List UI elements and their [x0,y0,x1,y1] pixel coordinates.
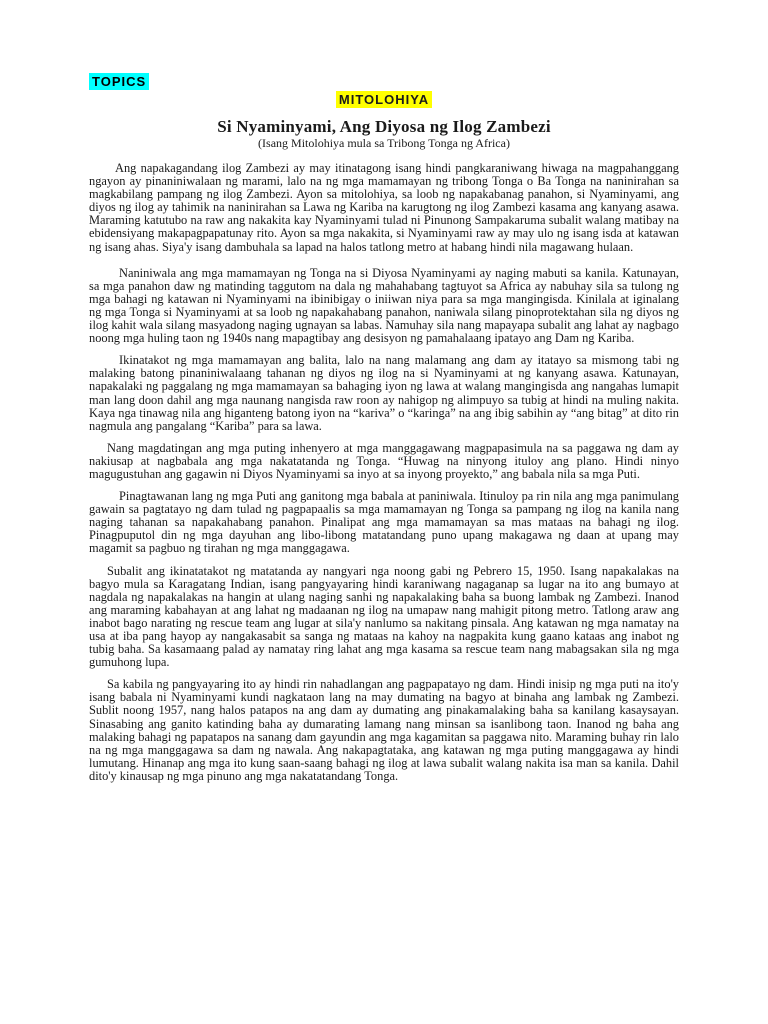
paragraph-1: Ang napakagandang ilog Zambezi ay may itinatagong isang hindi pangkaraniwang hiwaga na magpahanggang ngayon ay pinaniniwalaan ng marami, lalo na ng mga mamamayan ng tribong Tonga o Ba Tonga na naninirahan sa magkabilang pampang ng ilog Zambezi. Ayon sa mitolohiya, sa loob ng napakabanag panahon, si Nyaminyami, ang diyos ng ilog ay tahimik na naninirahan sa Lawa ng Kariba na karugtong ng ilog Zambezi kasama ang kanyang asawa. Maraming katutubo na raw ang nakakita kay Nyaminyami tulad ni Pinunong Sampakaruma subalit walang matibay na ebidensiyang makapagpapatunay rito. Ayon sa mga nakakita, si Nyaminyami raw ay may ulo ng isang isda at katawan ng isang ahas. Siya'y isang dambuhala sa lapad na halos tatlong metro at habang hindi nila magawang hulaan. [89,161,679,254]
paragraph-5: Pinagtawanan lang ng mga Puti ang ganitong mga babala at paniniwala. Itinuloy pa rin nila ang mga panimulang gawain sa pagtatayo ng dam tulad ng pagpapaalis sa mga mamamayan ng Tonga sa pampang ng ilog na kanila nang naging tahanan sa napakahabang panahon. Pinalipat ang mga mamamayan sa mas mataas na bahagi ng ilog. Pinagpuputol din ng mga dayuhan ang libo-libong matatandang puno upang makagawa ng daan at upang may magamit sa pagbuo ng tirahan ng mga manggagawa. [89,489,679,556]
section-heading [0,92,768,107]
paragraph-4: Nang magdatingan ang mga puting inhenyero at mga manggagawang magpapasimula na sa paggawa ng dam ay nakiusap at nagbabala ang mga nakatatanda ng Tonga. “Huwag na ninyong ituloy ang plano. Hindi ninyo magugustuhan ang gagawin ni Diyos Nyaminyami sa inyo at sa inyong proyekto,” ang babala nila sa mga Puti. [89,440,679,481]
topics-label: TOPICS [89,73,149,90]
paragraph-2: Naniniwala ang mga mamamayan ng Tonga na si Diyosa Nyaminyami ay naging mabuti sa kanila. Katunayan, sa mga panahon daw ng matinding taggutom na dala ng mahahabang tagtuyot sa Africa ay nabuhay sila sa tulong ng mga bahagi ng katawan ni Nyaminyami na ibinibigay o iniiwan niya para sa mga mangingisda. Kinilala at iginalang ng mga Tonga si Nyaminyami at sa loob ng napakahabang panahon, naniwala silang pinoprotektahan sila ng diyos ng ilog kahit wala silang masyadong naging ugnayan sa labas. Namuhay sila nang mapayapa subalit ang lahat ay nagbago noong mga huling taon ng 1940s nang mapagtibay ang desisyon ng pamahalaang ipatayo ang Dam ng Kariba. [89,265,679,346]
paragraph-3: Ikinatakot ng mga mamamayan ang balita, lalo na nang malamang ang dam ay itatayo sa mismong tabi ng malaking batong pinaniniwalaang tahanan ng diyos ng ilog na si Nyaminyami at ng kanyang asawa. Katunayan, napakalaki ng paggalang ng mga mamamayan sa bahaging iyon ng lawa at walang mangingisda ang nangahas lumapit man lang doon dahil ang mga naunang nangisda raw roon ay nahigop ng alimpuyo sa tubig at hindi na muling nakita. Kaya nga tinawag nila ang higanteng batong iyon na “kariva” o “karinga” na ang ibig sabihin ay “ang bitag” at dito rin nagmula ang pangalang “Kariba” para sa lawa. [89,353,679,433]
section-label: MITOLOHIYA [336,91,432,108]
document-title: Si Nyaminyami, Ang Diyosa ng Ilog Zambezi [217,117,551,136]
paragraph-7: Sa kabila ng pangyayaring ito ay hindi rin nahadlangan ang pagpapatayo ng dam. Hindi inisip ng mga puti na ito'y isang babala ni Nyaminyami kundi nagkataon lang na may dumating na bagyo at binaha ang lambak ng Zambezi. Sublit noong 1957, nang halos patapos na ang dam ay dumating ang pinakamalaking baha sa kanilang kasaysayan. Sinasabing ang ganito katinding baha ay dumarating lamang nang minsan sa isanlibong taon. Inanod ng baha ang malaking bahagi ng papatapos na sanang dam gayundin ang mga kagamitan sa paggawa nito. Maraming buhay rin lalo na ng mga manggagawa sa dam ng nawala. Ang nakapagtataka, ang katawan ng mga puting manggagawa ay hindi lumutang. Hinanap ang mga ito kung saan-saang bahagi ng ilog at lawa subalit walang nakita isa man sa kanila. Dahil dito'y kinausap ng mga pinuno ang mga nakatatandang Tonga. [89,677,679,783]
paragraph-6: Subalit ang ikinatatakot ng matatanda ay nangyari nga noong gabi ng Pebrero 15, 1950. Isang napakalakas na bagyo mula sa Karagatang Indian, isang pangyayaring hindi karaniwang nagaganap sa lugar na ito ang bumayo at nagdala ng napakalakas na hangin at ulang naging sanhi ng napakalaking baha sa buong lambak ng Zambezi. Inanod ang maraming kabahayan at ang lahat ng madaanan ng ilog na umapaw nang mahigit pitong metro. Tatlong araw ang inabot bago narating ng rescue team ang lugar at sila'y nanlumo sa nakitang pinsala. Ang katawan ng mga namatay na usa at iba pang hayop ay nangakasabit sa sanga ng mataas na kahoy na nagpakita kung gaano kataas ang inabot ng tubig baha. Sa kasamaang palad ay namatay ring lahat ang mga kasama sa rescue team nang mabagsakan sila ng mga gumuhong lupa. [89,563,679,670]
document-body [89,162,679,792]
document-subtitle: (Isang Mitolohiya mula sa Tribong Tonga ng Africa) [258,136,510,150]
